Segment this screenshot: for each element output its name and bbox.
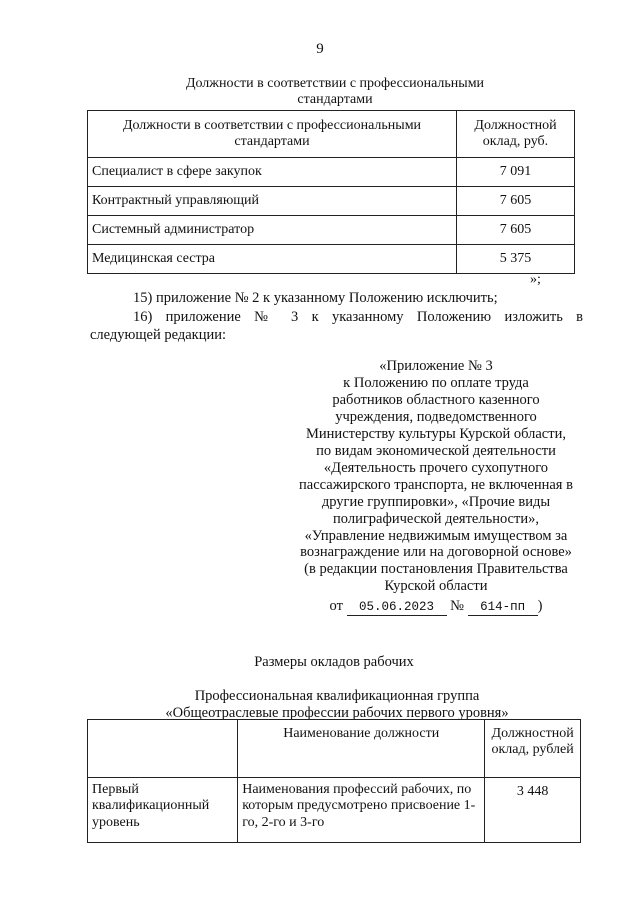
group-line: «Общеотраслевые профессии рабочих первого уровня» — [165, 704, 509, 721]
table-row — [88, 187, 575, 216]
position-cell: Контрактный управляющий — [88, 187, 457, 216]
paragraph-15: 15) приложение № 2 к указанному Положению исключить; — [133, 290, 498, 306]
position-cell: Системный администратор — [88, 216, 457, 245]
position-cell: Специалист в сфере закупок — [88, 158, 457, 187]
qualification-group-heading — [110, 688, 564, 721]
close-paren: ) — [537, 598, 543, 615]
column-header-position: Должности в соответствии с профессиональными стандартами — [88, 111, 457, 158]
position-cell: Медицинская сестра — [88, 245, 457, 274]
section2-title: Размеры окладов рабочих — [254, 654, 414, 670]
paragraph-16: 16) приложение № 3 к указанному Положению изложить в — [133, 309, 583, 325]
appendix-line: пассажирского транспорта, не включенная в — [299, 476, 573, 493]
salary-cell: 5 375 — [457, 245, 575, 274]
table-row — [88, 245, 575, 274]
group-line: Профессиональная квалификационная группа — [194, 688, 480, 704]
appendix-line: «Приложение № 3 — [379, 358, 493, 374]
salary-cell: 7 605 — [457, 216, 575, 245]
decree-number: 614-пп — [468, 600, 538, 616]
decree-date: 05.06.2023 — [347, 600, 447, 616]
position-name-cell: Наименования профессий рабочих, по которым предусмотрено присвоение 1-го, 2-го и 3-го — [238, 778, 485, 843]
table-row — [88, 216, 575, 245]
from-label: от — [329, 598, 343, 615]
appendix-line: к Положению по оплате труда — [343, 374, 529, 391]
appendix-line: «Управление недвижимым имуществом за — [304, 527, 568, 544]
signature-date-line — [282, 598, 590, 616]
salary-cell: 7 605 — [457, 187, 575, 216]
level-cell: Первый квалификационный уровень — [88, 778, 238, 843]
appendix-line: Министерству культуры Курской области, — [306, 425, 566, 442]
table-header-row — [88, 111, 575, 158]
salary-cell: 3 448 — [485, 778, 581, 843]
column-header-level — [88, 720, 238, 778]
number-label: № — [450, 598, 465, 615]
appendix-line: вознаграждение или на договорной основе» — [300, 544, 572, 561]
paragraph-16-continuation: следующей редакции: — [90, 327, 227, 343]
appendix-line: полиграфической деятельности», — [333, 510, 539, 527]
appendix-line: учреждения, подведомственного — [335, 408, 537, 425]
table-row — [88, 778, 581, 843]
appendix-header — [282, 358, 590, 616]
appendix-line: «Деятельность прочего сухопутного — [323, 459, 549, 476]
closing-quote: »; — [530, 272, 541, 287]
appendix-line: другие группировки», «Прочие виды — [321, 493, 551, 510]
appendix-line: по видам экономической деятельности — [316, 442, 556, 459]
table1-caption: Должности в соответствии с профессиональными стандартами — [185, 76, 485, 108]
appendix-line: Курской области — [384, 578, 488, 595]
worker-salaries-table — [87, 719, 581, 843]
table-header-row — [88, 720, 581, 778]
column-header-name: Наименование должности — [238, 720, 485, 778]
appendix-line: (в редакции постановления Правительства — [304, 561, 568, 578]
positions-table — [87, 110, 575, 274]
appendix-line: работников областного казенного — [332, 391, 540, 408]
column-header-salary: Должностной оклад, рублей — [485, 720, 581, 778]
salary-cell: 7 091 — [457, 158, 575, 187]
column-header-salary: Должностной оклад, руб. — [457, 111, 575, 158]
table-row — [88, 158, 575, 187]
page-number: 9 — [316, 41, 324, 57]
